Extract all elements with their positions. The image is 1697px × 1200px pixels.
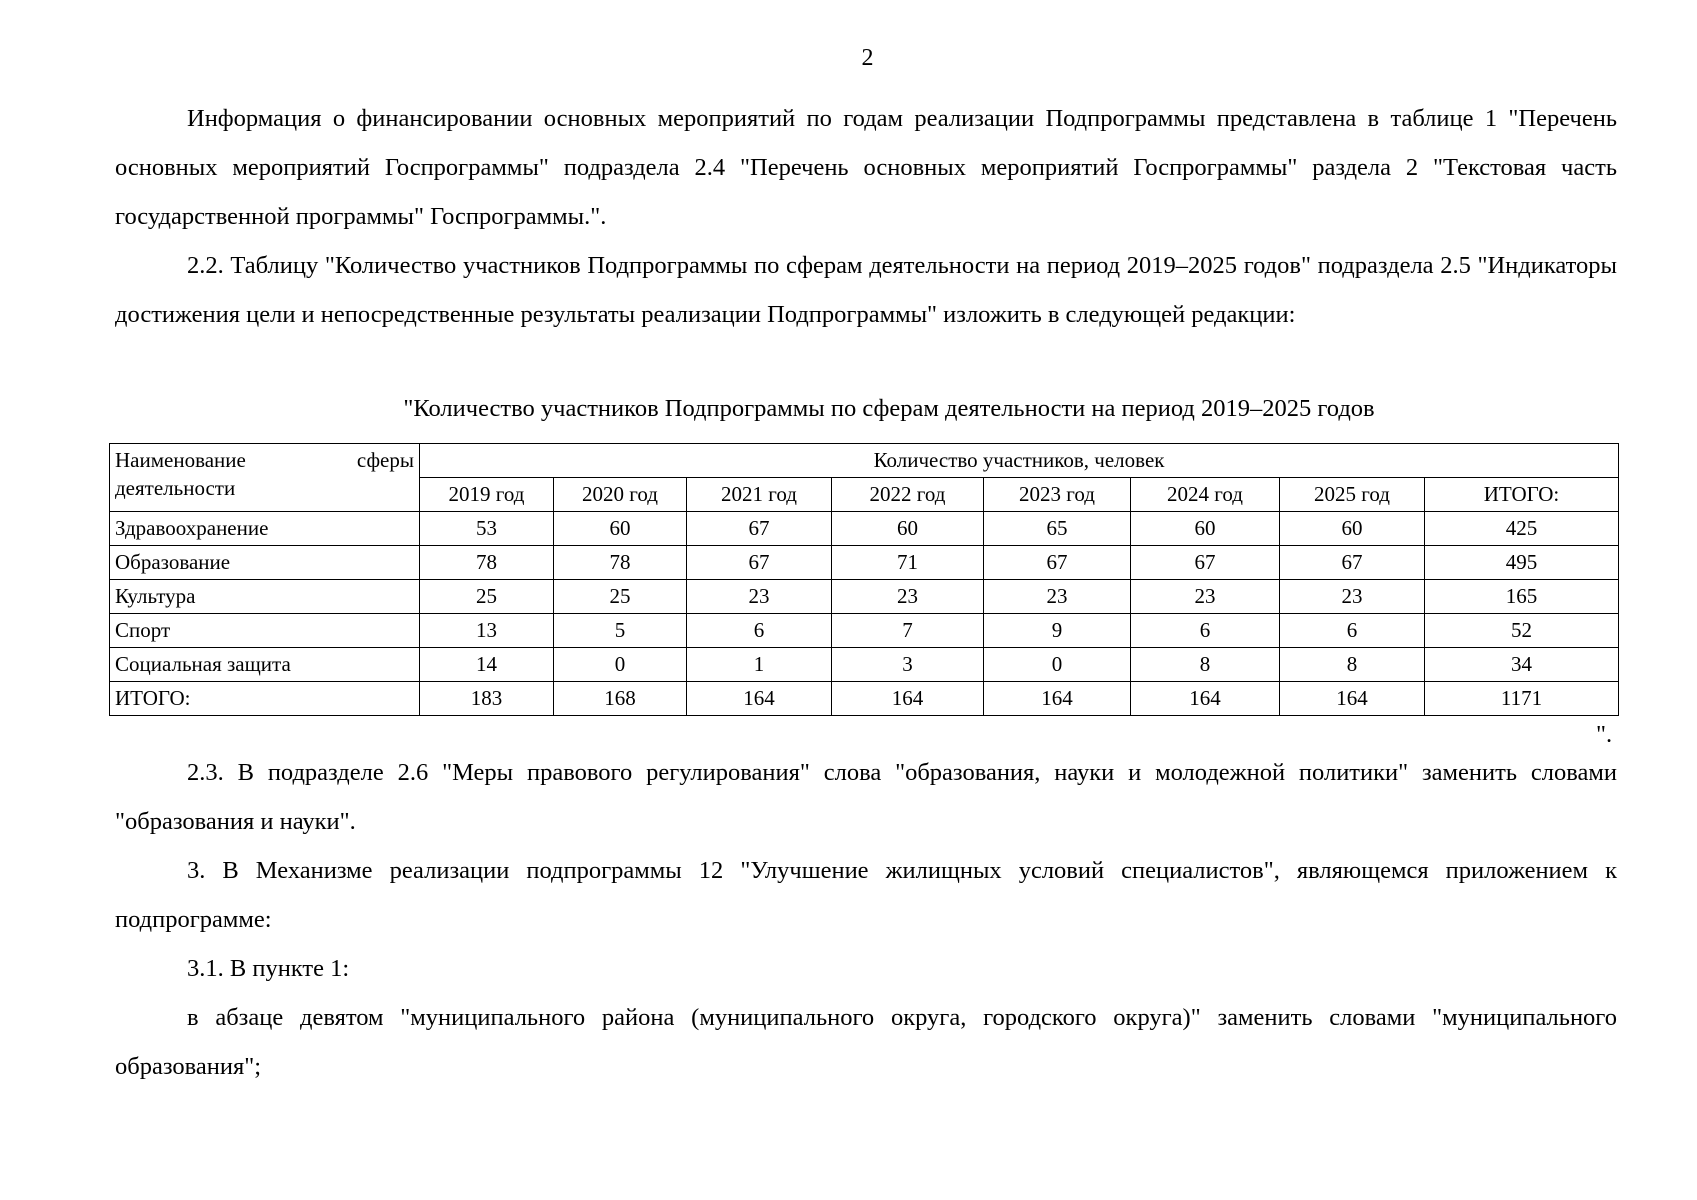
table-closing-quote: ". — [1596, 721, 1613, 748]
table-cell: 7 — [832, 614, 984, 648]
paragraph-funding-info: Информация о финансировании основных мероприятий по годам реализации Подпрограммы представлена в таблице 1 "Перечень основных мероприятий Госпрограммы" подраздела 2.4 "Перечень основных мероприятий Госпрограммы" раздела 2 "Текстовая часть государственной программы" Госпрограммы.". — [115, 105, 1617, 230]
table-cell: 8 — [1131, 648, 1280, 682]
table-cell: 71 — [832, 546, 984, 580]
table-cell: 14 — [420, 648, 554, 682]
table-cell: 67 — [1280, 546, 1425, 580]
table-cell: 495 — [1425, 546, 1619, 580]
column-header: 2022 год — [832, 478, 984, 512]
sphere-header-word1: Наименование — [115, 448, 246, 472]
table-row — [110, 512, 1619, 546]
table-cell: 1171 — [1425, 682, 1619, 716]
table-cell: 5 — [554, 614, 687, 648]
table-cell: 6 — [1280, 614, 1425, 648]
table-cell: 13 — [420, 614, 554, 648]
column-header: 2020 год — [554, 478, 687, 512]
row-label: ИТОГО: — [110, 682, 420, 716]
table-cell: 67 — [1131, 546, 1280, 580]
table-cell: 164 — [687, 682, 832, 716]
sphere-header-word3: деятельности — [115, 476, 236, 500]
column-header: 2023 год — [984, 478, 1131, 512]
table-cell: 78 — [420, 546, 554, 580]
table-cell: 67 — [687, 546, 832, 580]
table-total-row — [110, 682, 1619, 716]
table-cell: 25 — [420, 580, 554, 614]
table-cell: 34 — [1425, 648, 1619, 682]
table-cell: 52 — [1425, 614, 1619, 648]
table-cell: 164 — [832, 682, 984, 716]
table-row — [110, 546, 1619, 580]
table-cell: 0 — [554, 648, 687, 682]
table-header-row-1 — [110, 444, 1619, 478]
table-row — [110, 614, 1619, 648]
table-cell: 164 — [1280, 682, 1425, 716]
sphere-header-cell — [110, 444, 420, 512]
row-label: Спорт — [110, 614, 420, 648]
table-cell: 67 — [687, 512, 832, 546]
table-cell: 6 — [687, 614, 832, 648]
table-row — [110, 580, 1619, 614]
table-cell: 25 — [554, 580, 687, 614]
table-cell: 164 — [1131, 682, 1280, 716]
table-cell: 23 — [1131, 580, 1280, 614]
column-header: 2024 год — [1131, 478, 1280, 512]
column-header: 2021 год — [687, 478, 832, 512]
table-cell: 3 — [832, 648, 984, 682]
table-cell: 168 — [554, 682, 687, 716]
table-cell: 183 — [420, 682, 554, 716]
table-cell: 60 — [1131, 512, 1280, 546]
table-cell: 164 — [984, 682, 1131, 716]
participants-group-header: Количество участников, человек — [420, 444, 1619, 478]
table-cell: 165 — [1425, 580, 1619, 614]
table-cell: 23 — [1280, 580, 1425, 614]
paragraph-3: 3. В Механизме реализации подпрограммы 12 "Улучшение жилищных условий специалистов", являющемся приложением к подпрограмме: — [115, 857, 1617, 933]
table-cell: 9 — [984, 614, 1131, 648]
table-cell: 6 — [1131, 614, 1280, 648]
sphere-header-word2: сферы — [356, 448, 414, 472]
paragraph-2-3: 2.3. В подразделе 2.6 "Меры правового регулирования" слова "образования, науки и молодежной политики" заменить словами "образования и науки". — [115, 759, 1617, 835]
table-cell: 60 — [832, 512, 984, 546]
paragraph-amendment: в абзаце девятом "муниципального района (муниципального округа, городского округа)" заменить словами "муниципального образования"; — [115, 1004, 1617, 1080]
table-cell: 1 — [687, 648, 832, 682]
table-cell: 23 — [984, 580, 1131, 614]
column-header: ИТОГО: — [1425, 478, 1619, 512]
column-header: 2019 год — [420, 478, 554, 512]
table-row — [110, 648, 1619, 682]
table-cell: 60 — [554, 512, 687, 546]
table-cell: 23 — [687, 580, 832, 614]
paragraph-2-2: 2.2. Таблицу "Количество участников Подпрограммы по сферам деятельности на период 2019–2025 годов" подраздела 2.5 "Индикаторы достижения цели и непосредственные результаты реализации Подпрограммы" изложить в следующей редакции: — [115, 252, 1617, 328]
table-cell: 53 — [420, 512, 554, 546]
page-number: 2 — [861, 45, 874, 71]
table-cell: 60 — [1280, 512, 1425, 546]
participants-table — [109, 443, 1619, 716]
column-header: 2025 год — [1280, 478, 1425, 512]
table-cell: 0 — [984, 648, 1131, 682]
table-cell: 65 — [984, 512, 1131, 546]
table-cell: 67 — [984, 546, 1131, 580]
row-label: Социальная защита — [110, 648, 420, 682]
row-label: Здравоохранение — [110, 512, 420, 546]
paragraph-3-1: 3.1. В пункте 1: — [187, 955, 350, 982]
table-cell: 78 — [554, 546, 687, 580]
table-cell: 425 — [1425, 512, 1619, 546]
row-label: Культура — [110, 580, 420, 614]
table-caption: "Количество участников Подпрограммы по сферам деятельности на период 2019–2025 годов — [403, 395, 1375, 422]
table-cell: 8 — [1280, 648, 1425, 682]
table-cell: 23 — [832, 580, 984, 614]
row-label: Образование — [110, 546, 420, 580]
